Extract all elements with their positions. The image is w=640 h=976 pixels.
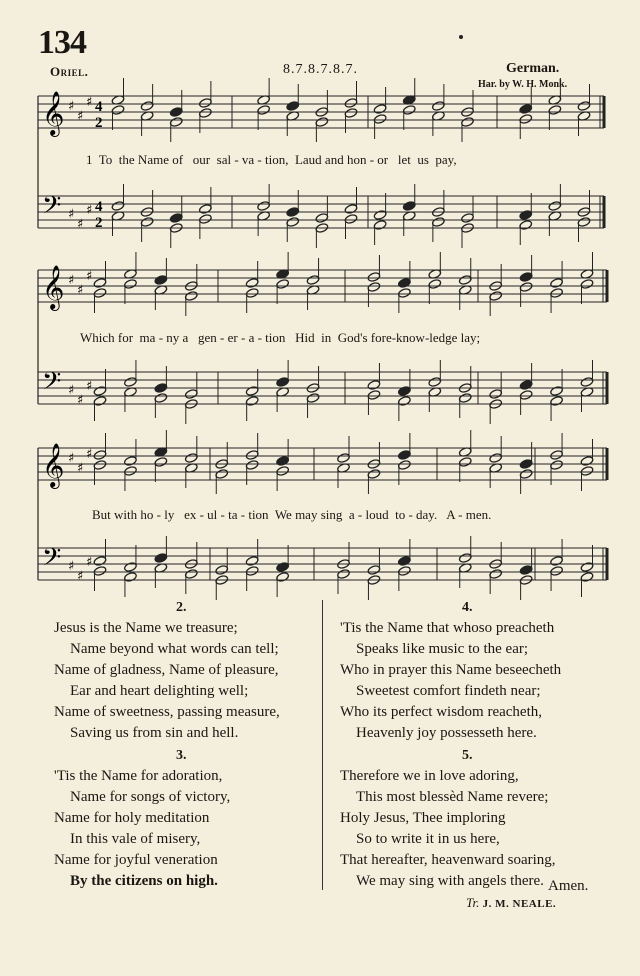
note-head (199, 204, 213, 215)
note-head (550, 460, 564, 471)
note-head (577, 101, 591, 112)
note-head (276, 377, 290, 388)
note-head (184, 389, 198, 400)
verse-2-line-6: Saving us from sin and hell. (70, 725, 239, 741)
note-head (432, 101, 446, 112)
sharp-sign: ♯ (86, 379, 93, 394)
note-head (373, 220, 387, 231)
note-head (124, 572, 138, 583)
note-head (245, 386, 259, 397)
sharp-sign: ♯ (68, 99, 75, 114)
note-head (458, 457, 472, 468)
note-head (111, 201, 125, 212)
note-head (519, 282, 533, 293)
note-head (124, 466, 138, 477)
sharp-sign: ♯ (77, 461, 84, 476)
note-head (184, 569, 198, 580)
note-head (245, 450, 259, 461)
note-head (245, 396, 259, 407)
verse-4-line-3: Who in prayer this Name beseecheth (340, 662, 562, 678)
bass-clef: 𝄢 (42, 367, 62, 402)
note-head (337, 453, 351, 464)
treble-clef: 𝄞 (42, 443, 65, 487)
note-head (428, 377, 442, 388)
verse-2-line-3: Name of gladness, Name of pleasure, (54, 662, 279, 678)
verse-2-number: 2. (176, 600, 187, 615)
note-head (93, 386, 107, 397)
sharp-sign: ♯ (68, 559, 75, 574)
note-head (169, 213, 183, 224)
bass-clef: 𝄢 (42, 543, 62, 578)
note-head (461, 213, 475, 224)
verse-3-line-2: Name for songs of victory, (70, 789, 231, 805)
note-head (550, 566, 564, 577)
note-head (367, 469, 381, 480)
note-head (286, 217, 300, 228)
treble-clef: 𝄞 (42, 265, 65, 309)
note-head (344, 98, 358, 109)
sharp-sign: ♯ (86, 269, 93, 284)
note-head (93, 396, 107, 407)
note-head (458, 393, 472, 404)
note-head (519, 459, 533, 470)
note-head (398, 450, 412, 461)
note-head (458, 275, 472, 286)
note-head (169, 107, 183, 118)
note-head (245, 556, 259, 567)
note-head (398, 566, 412, 577)
note-head (169, 117, 183, 128)
verse-4-line-4: Sweetest comfort findeth near; (356, 683, 541, 699)
note-head (276, 456, 290, 467)
note-head (245, 460, 259, 471)
sharp-sign: ♯ (77, 569, 84, 584)
treble-clef: 𝄞 (42, 91, 65, 135)
note-head (315, 213, 329, 224)
verse-3-line-6: By the citizens on high. (70, 873, 218, 889)
sharp-sign: ♯ (86, 203, 93, 218)
note-head (245, 288, 259, 299)
verse-2-line-2: Name beyond what words can tell; (70, 641, 279, 657)
sharp-sign: ♯ (86, 555, 93, 570)
note-head (367, 390, 381, 401)
note-head (461, 117, 475, 128)
verse-2-line-5: Name of sweetness, passing measure, (54, 704, 280, 720)
verse-5-number: 5. (462, 748, 473, 763)
note-head (140, 217, 154, 228)
note-head (580, 562, 594, 573)
note-head (367, 565, 381, 576)
note-head (286, 207, 300, 218)
note-head (519, 104, 533, 115)
note-head (398, 556, 412, 567)
verse-5-amen: Amen. (548, 878, 589, 894)
note-head (458, 553, 472, 564)
note-head (199, 98, 213, 109)
tune-origin: German. (506, 61, 560, 76)
lyric-line-2: Which for ma - ny a gen - er - a - tion Hid in God's fore-know-ledge lay; (80, 330, 481, 345)
note-head (432, 217, 446, 228)
note-head (367, 380, 381, 391)
note-head (519, 565, 533, 576)
verse-4-line-1: 'Tis the Name that whoso preacheth (340, 620, 555, 636)
note-head (373, 104, 387, 115)
note-head (580, 466, 594, 477)
note-head (124, 279, 138, 290)
note-head (519, 220, 533, 231)
note-head (199, 108, 213, 119)
note-head (398, 386, 412, 397)
note-head (344, 214, 358, 225)
verse-4-line-6: Heavenly joy possesseth here. (356, 725, 537, 741)
note-head (489, 453, 503, 464)
note-head (489, 569, 503, 580)
note-head (257, 201, 271, 212)
note-head (344, 108, 358, 119)
harmonizer-credit: Har. by W. H. Monk. (478, 79, 568, 90)
note-head (184, 453, 198, 464)
note-head (93, 556, 107, 567)
note-head (286, 101, 300, 112)
lyric-line-1: 1 To the Name of our sal - va - tion, Laud and hon - or let us pay, (86, 152, 457, 167)
note-head (550, 450, 564, 461)
time-signature: 2 (95, 115, 103, 131)
note-head (93, 460, 107, 471)
note-head (245, 566, 259, 577)
verse-4-number: 4. (462, 600, 473, 615)
verse-3-line-4: In this vale of misery, (70, 831, 201, 847)
note-head (124, 562, 138, 573)
note-head (199, 214, 213, 225)
note-head (519, 390, 533, 401)
bass-clef: 𝄢 (42, 191, 62, 226)
note-head (337, 569, 351, 580)
note-head (124, 377, 138, 388)
translator-credit (466, 895, 556, 911)
sharp-sign: ♯ (77, 283, 84, 298)
note-head (276, 466, 290, 477)
note-head (306, 275, 320, 286)
tune-name: Oriel. (50, 64, 89, 79)
note-head (398, 288, 412, 299)
verse-5-line-4: So to write it in us here, (356, 831, 500, 847)
verse-5-line-1: Therefore we in love adoring, (340, 768, 519, 784)
verse-3-line-5: Name for joyful veneration (54, 852, 218, 868)
note-head (154, 393, 168, 404)
note-head (245, 278, 259, 289)
sharp-sign: ♯ (68, 207, 75, 222)
verse-5-line-2: This most blessèd Name revere; (356, 789, 549, 805)
note-head (124, 456, 138, 467)
note-head (344, 204, 358, 215)
note-head (580, 456, 594, 467)
note-head (306, 393, 320, 404)
verse-5-line-3: Holy Jesus, Thee imploring (340, 810, 506, 826)
note-head (154, 457, 168, 468)
note-head (154, 275, 168, 286)
sharp-sign: ♯ (86, 447, 93, 462)
note-head (154, 383, 168, 394)
verse-2-line-4: Ear and heart delighting well; (70, 683, 249, 699)
verse-3-number: 3. (176, 748, 187, 763)
verse-4-line-5: Who its perfect wisdom reacheth, (340, 704, 543, 720)
note-head (550, 556, 564, 567)
note-head (93, 278, 107, 289)
note-head (489, 291, 503, 302)
translator-prefix: Tr. (466, 895, 480, 910)
note-head (93, 288, 107, 299)
note-head (215, 469, 229, 480)
note-head (519, 469, 533, 480)
sharp-sign: ♯ (68, 273, 75, 288)
note-head (519, 114, 533, 125)
note-head (257, 105, 271, 116)
column-divider (322, 600, 323, 890)
note-head (519, 380, 533, 391)
verse-3-line-3: Name for holy meditation (54, 810, 210, 826)
note-head (276, 279, 290, 290)
note-head (580, 377, 594, 388)
note-head (519, 272, 533, 283)
note-head (276, 572, 290, 583)
sharp-sign: ♯ (77, 109, 84, 124)
note-head (154, 553, 168, 564)
note-head (550, 288, 564, 299)
verse-5-line-6: We may sing with angels there. (356, 873, 544, 889)
note-head (550, 386, 564, 397)
note-head (373, 114, 387, 125)
note-head (93, 450, 107, 461)
note-head (367, 272, 381, 283)
note-head (373, 210, 387, 221)
time-signature: 4 (95, 199, 103, 215)
sharp-sign: ♯ (68, 451, 75, 466)
note-head (402, 105, 416, 116)
note-head (580, 279, 594, 290)
note-head (398, 278, 412, 289)
note-head (550, 278, 564, 289)
note-head (580, 572, 594, 583)
note-head (550, 396, 564, 407)
sharp-sign: ♯ (77, 393, 84, 408)
note-head (276, 562, 290, 573)
note-head (402, 201, 416, 212)
lyric-line-3: But with ho - ly ex - ul - ta - tion We may sing a - loud to - day. A - men. (92, 507, 492, 522)
note-head (398, 396, 412, 407)
note-head (184, 291, 198, 302)
meter: 8.7.8.7.8.7. (283, 62, 358, 77)
time-signature: 4 (95, 99, 103, 115)
note-head (398, 460, 412, 471)
page-number: 134 (38, 24, 86, 61)
translator-name: J. M. NEALE. (482, 898, 557, 910)
note-head (548, 201, 562, 212)
sharp-sign: ♯ (77, 217, 84, 232)
verse-5-line-5: That hereafter, heavenward soaring, (340, 852, 556, 868)
sharp-sign: ♯ (86, 95, 93, 110)
verse-4-line-2: Speaks like music to the ear; (356, 641, 529, 657)
note-head (577, 217, 591, 228)
verse-3-line-1: 'Tis the Name for adoration, (54, 768, 223, 784)
note-head (548, 105, 562, 116)
note-head (489, 389, 503, 400)
note-head (111, 105, 125, 116)
time-signature: 2 (95, 215, 103, 231)
sharp-sign: ♯ (68, 383, 75, 398)
note-head (315, 117, 329, 128)
note-head (93, 566, 107, 577)
note-head (428, 279, 442, 290)
note-head (519, 210, 533, 221)
note-head (140, 101, 154, 112)
note-head (367, 282, 381, 293)
note-head (215, 565, 229, 576)
verse-2-line-1: Jesus is the Name we treasure; (54, 620, 238, 636)
